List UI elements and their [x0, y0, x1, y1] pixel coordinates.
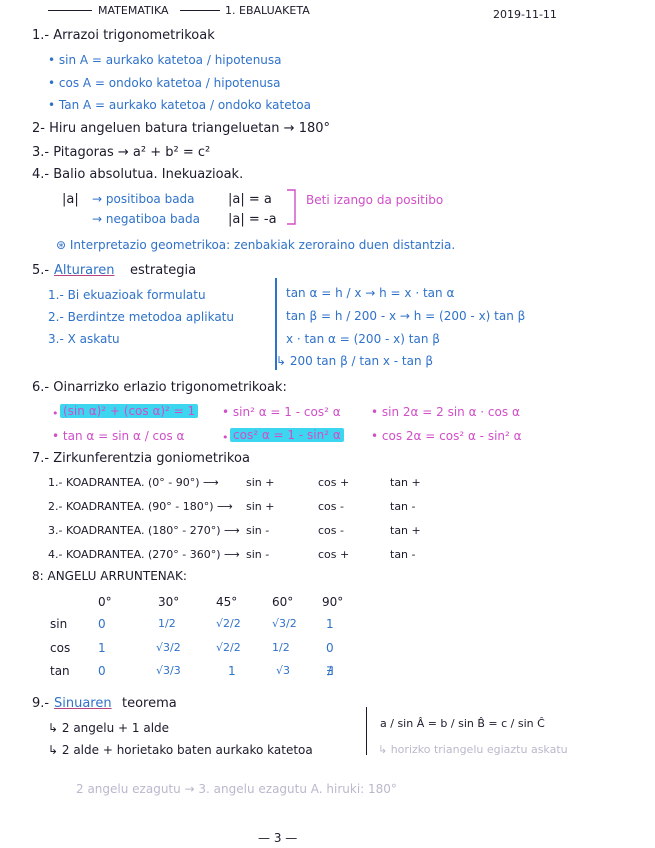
quadrant-label: 4.- KOADRANTEA. (270° - 360°) ⟶ — [48, 548, 240, 561]
section-8-title: 8: ANGELU ARRUNTENAK: — [32, 569, 187, 583]
table-cell: √3 — [276, 664, 291, 677]
section-9-title-underlined: Sinuaren — [54, 696, 112, 711]
quadrant-label: 3.- KOADRANTEA. (180° - 270°) ⟶ — [48, 524, 240, 537]
equation-1: tan α = h / x → h = x · tan α — [286, 286, 455, 300]
table-cell: 1/2 — [158, 617, 176, 630]
step-2: 2.- Berdintze metodoa aplikatu — [48, 310, 234, 324]
faded-note-1: ↳ horizko triangelu egiaztu askatu — [378, 743, 568, 756]
table-cell: 0 — [98, 664, 106, 678]
table-header: 30° — [158, 595, 180, 609]
table-cell: √3/3 — [156, 664, 181, 677]
condition-2: ↳ 2 alde + horietako baten aurkako katetoa — [48, 743, 313, 757]
tan-identity: • tan α = sin α / cos α — [52, 429, 185, 443]
quadrant-cos: cos - — [318, 524, 344, 537]
quadrant-sin: sin - — [246, 548, 270, 561]
table-cell: 1 — [98, 641, 106, 655]
header-subject: MATEMATIKA — [98, 4, 169, 17]
row-label: cos — [50, 641, 71, 655]
section-9-title-rest: teorema — [122, 696, 177, 711]
quadrant-cos: cos + — [318, 476, 350, 489]
double-cos-identity: • cos 2α = cos² α - sin² α — [371, 429, 522, 443]
bracket-icon — [285, 188, 299, 226]
cos-definition: • cos A = ondoko katetoa / hipotenusa — [48, 76, 281, 90]
row-label: sin — [50, 617, 68, 631]
faded-note-2: 2 angelu ezagutu → 3. angelu ezagutu A. hiruki: 180° — [76, 782, 397, 796]
quadrant-sin: sin + — [246, 500, 275, 513]
step-3: 3.- X askatu — [48, 332, 120, 346]
quadrant-tan: tan + — [390, 476, 421, 489]
section-5-title-underlined: Alturaren — [54, 263, 115, 278]
positive-result: |a| = a — [228, 192, 272, 207]
table-header: 90° — [322, 595, 344, 609]
table-cell: √2/2 — [216, 617, 241, 630]
quadrant-label: 1.- KOADRANTEA. (0° - 90°) ⟶ — [48, 476, 219, 489]
geometric-interpretation: ⊛ Interpretazio geometrikoa: zenbakiak zeroraino duen distantzia. — [56, 238, 456, 252]
table-header: 45° — [216, 595, 238, 609]
row-label: tan — [50, 664, 70, 678]
section-9-number: 9.- — [32, 696, 50, 711]
table-cell: 0 — [98, 617, 106, 631]
step-1: 1.- Bi ekuazioak formulatu — [48, 288, 206, 302]
quadrant-sin: sin + — [246, 476, 275, 489]
table-cell: 0 — [326, 641, 334, 655]
negative-case: → negatiboa bada — [92, 212, 200, 226]
pythagorean-identity: (sin α)² + (cos α)² = 1 — [60, 404, 198, 418]
header-rule-left — [48, 10, 92, 11]
positive-case: → positiboa bada — [92, 192, 195, 206]
section-3-pythagoras: 3.- Pitagoras → a² + b² = c² — [32, 145, 211, 160]
quadrant-tan: tan - — [390, 548, 416, 561]
section-5-title-rest: estrategia — [130, 263, 197, 278]
quadrant-label: 2.- KOADRANTEA. (90° - 180°) ⟶ — [48, 500, 233, 513]
formula-divider — [366, 707, 367, 755]
table-header: 0° — [98, 595, 112, 609]
sin-squared-identity: • sin² α = 1 - cos² α — [222, 405, 341, 419]
header-date: 2019-11-11 — [493, 8, 557, 21]
equation-2: tan β = h / 200 - x → h = (200 - x) tan β — [286, 309, 526, 323]
abs-value-symbol: |a| — [62, 192, 79, 207]
section-1-title: 1.- Arrazoi trigonometrikoak — [32, 28, 215, 43]
equation-3: x · tan α = (200 - x) tan β — [286, 332, 440, 346]
sine-law-formula: a / sin Â = b / sin B̂ = c / sin Ĉ — [380, 717, 545, 730]
sin-definition: • sin A = aurkako katetoa / hipotenusa — [48, 53, 282, 67]
quadrant-sin: sin - — [246, 524, 270, 537]
condition-1: ↳ 2 angelu + 1 alde — [48, 721, 170, 735]
header-unit: 1. EBALUAKETA — [225, 4, 310, 17]
header-rule-mid — [180, 10, 220, 11]
table-cell: √3/2 — [156, 641, 181, 654]
cos-squared-identity: cos² α = 1 - sin² α — [230, 428, 344, 442]
section-4-title: 4.- Balio absolutua. Inekuazioak. — [32, 167, 244, 182]
always-positive-note: Beti izango da positibo — [306, 193, 444, 207]
negative-result: |a| = -a — [228, 212, 277, 227]
section-2-angle-sum: 2- Hiru angeluen batura triangeluetan → 180° — [32, 121, 331, 136]
page-number: — 3 — — [258, 831, 298, 845]
table-cell: 1/2 — [272, 641, 290, 654]
double-sin-identity: • sin 2α = 2 sin α · cos α — [371, 405, 520, 419]
section-6-title: 6.- Oinarrizko erlazio trigonometrikoak: — [32, 380, 287, 395]
quadrant-cos: cos - — [318, 500, 344, 513]
bullet-icon: • — [222, 431, 229, 444]
bullet-icon: • — [52, 407, 59, 420]
quadrant-tan: tan + — [390, 524, 421, 537]
quadrant-tan: tan - — [390, 500, 416, 513]
quadrant-cos: cos + — [318, 548, 350, 561]
tan-definition: • Tan A = aurkako katetoa / ondoko katetoa — [48, 98, 311, 112]
section-5-number: 5.- — [32, 263, 50, 278]
table-cell: 1 — [326, 617, 334, 631]
table-cell: √2/2 — [216, 641, 241, 654]
section-7-title: 7.- Zirkunferentzia goniometrikoa — [32, 451, 250, 466]
table-cell: √3/2 — [272, 617, 297, 630]
table-header: 60° — [272, 595, 294, 609]
table-cell: ∄ — [326, 664, 334, 678]
equation-4: ↳ 200 tan β / tan x - tan β — [276, 354, 434, 368]
table-cell: 1 — [228, 664, 236, 678]
